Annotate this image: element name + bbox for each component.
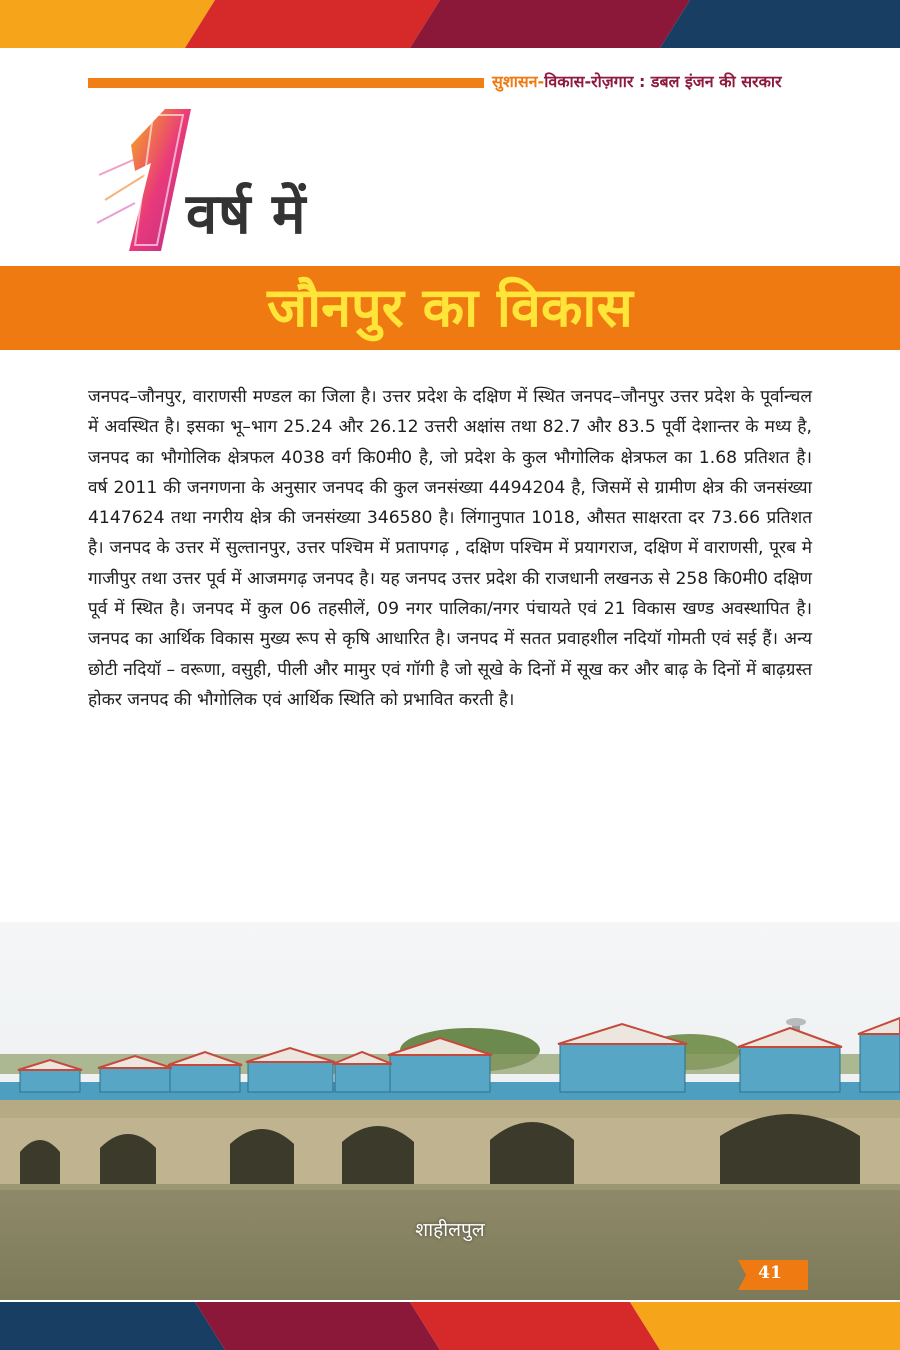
page-number: 41 bbox=[758, 1263, 782, 1283]
bridge-illustration bbox=[0, 922, 900, 1300]
tagline-part-2: विकास- bbox=[544, 72, 592, 91]
bridge-photo bbox=[0, 922, 900, 1300]
header-tagline bbox=[492, 70, 822, 92]
body-paragraph: जनपद–जौनपुर, वाराणसी मण्डल का जिला है। उत्तर प्रदेश के दक्षिण में स्थित जनपद–जौनपुर उत्तर प्रदेश के पूर्वान्चल में अवस्थित है। इसका भू–भाग 25.24 और 26.12 उत्तरी अक्षांस तथा 82.7 और 83.5 पूर्वी देशान्तर के मध्य है, जनपद का भौगोलिक क्षेत्रफल 4038 वर्ग कि0मी0 है, जो प्रदेश के कुल भौगोलिक क्षेत्रफल का 1.68 प्रतिशत है। वर्ष 2011 की जनगणना के अनुसार जनपद की कुल जनसंख्या 4494204 है, जिसमें से ग्रामीण क्षेत्र की जनसंख्या 4147624 तथा नगरीय क्षेत्र की जनसंख्या 346580 है। लिंगानुपात 1018, औसत साक्षरता दर 73.66 प्रतिशत है। जनपद के उत्तर में सुल्तानपुर, उत्तर पश्चिम में प्रतापगढ़ , दक्षिण पश्चिम में प्रयागराज, दक्षिण में वाराणसी, पूरब मे गाजीपुर तथा उत्तर पूर्व में आजमगढ़ जनपद है। यह जनपद उत्तर प्रदेश की राजधानी लखनऊ से 258 कि0मी0 दक्षिण पूर्व में स्थित है। जनपद में कुल 06 तहसीलें, 09 नगर पालिका/नगर पंचायते एवं 21 विकास खण्ड अवस्थापित है। जनपद का आर्थिक विकास मुख्य रूप से कृषि आधारित है। जनपद में सतत प्रवाहशील नदियॉ गोमती एवं सई हैं। अन्य छोटी नदियॉ – वरूणा, वसुही, पीली और मामुर एवं गॉगी है जो सूखे के दिनों में सूख कर और बाढ़ के दिनों में बाढ़ग्रस्त होकर जनपद की भौगोलिक एवं आर्थिक स्थिति को प्रभावित करती है। bbox=[88, 387, 812, 710]
tagline-part-1: सुशासन- bbox=[492, 72, 545, 91]
bottom-decorative-band bbox=[0, 1302, 900, 1350]
top-band-graphic bbox=[0, 0, 900, 48]
year-label: वर्ष में bbox=[186, 181, 307, 247]
photo-caption: शाहीलपुल bbox=[415, 1219, 485, 1241]
title-bar bbox=[0, 266, 900, 350]
top-decorative-band bbox=[0, 0, 900, 48]
header-accent-line bbox=[88, 78, 484, 88]
tagline-part-3: रोज़गार : डबल इंजन की सरकार bbox=[591, 72, 782, 91]
page-title: जौनपुर का विकास bbox=[267, 276, 633, 339]
bottom-band-graphic bbox=[0, 1302, 900, 1350]
